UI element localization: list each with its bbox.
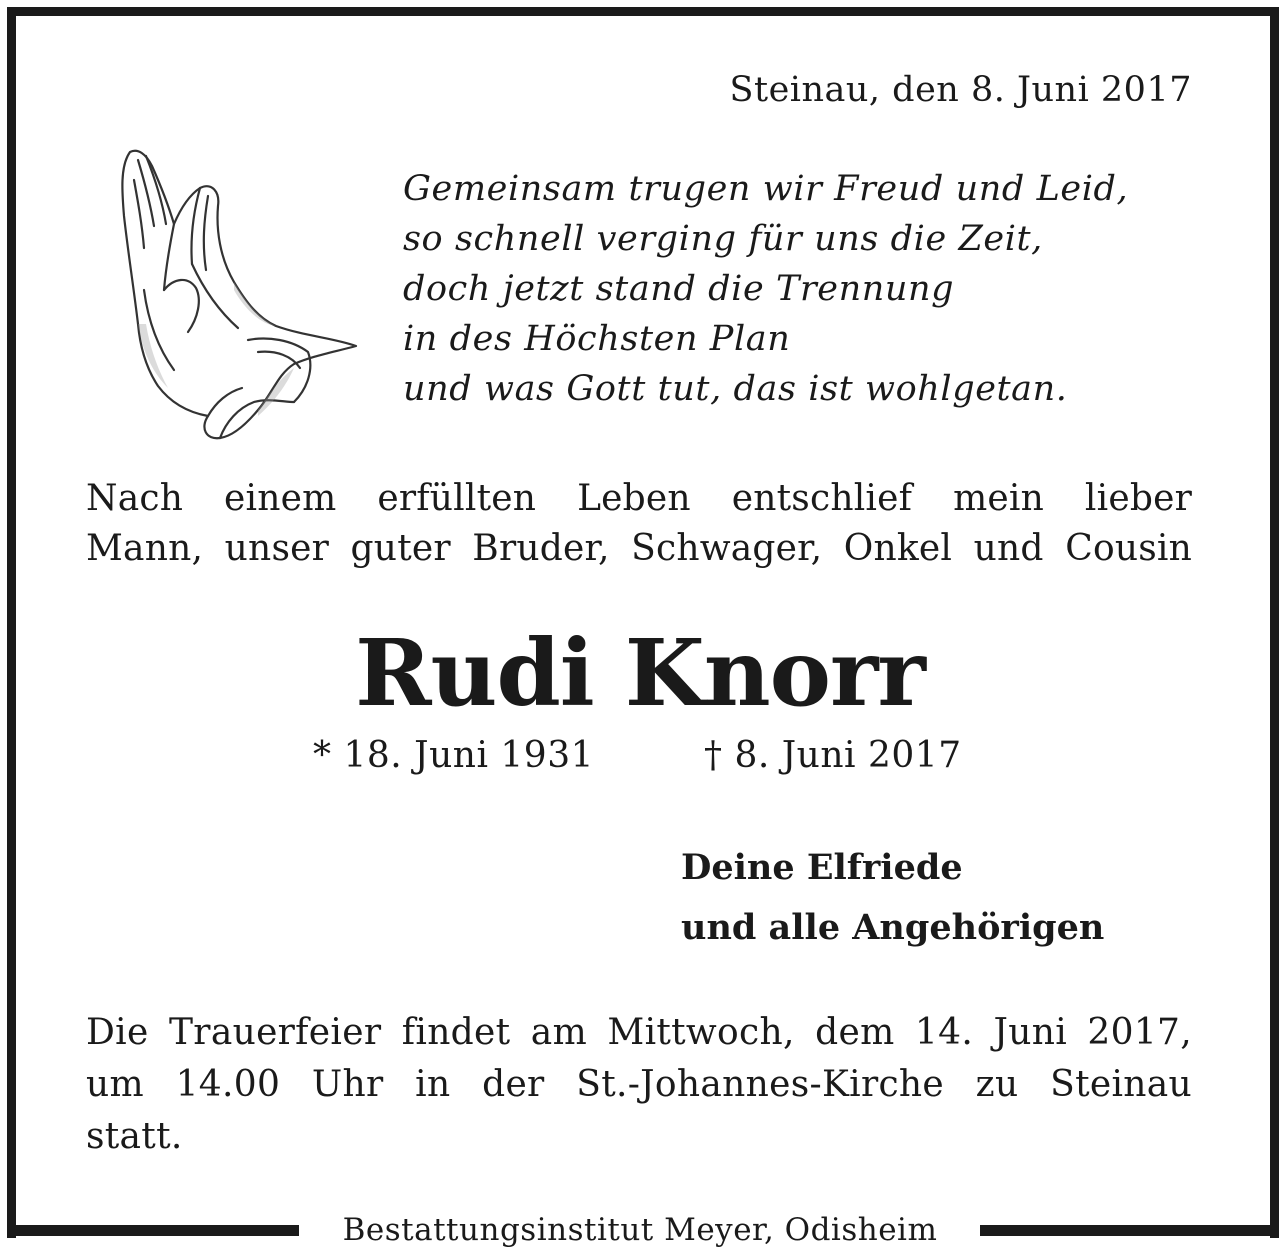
intro-line: Nach einem erfüllten Leben entschlief mein lieber [86, 478, 1192, 519]
poem-line: doch jetzt stand die Trennung [403, 269, 955, 309]
poem-line: so schnell verging für uns die Zeit, [403, 219, 1043, 259]
poem-line: und was Gott tut, das ist wohlgetan. [403, 369, 1068, 409]
intro-line: Mann, unser guter Bruder, Schwager, Onkel und Cousin [86, 528, 1192, 569]
deceased-name: Rudi Knorr [355, 619, 925, 727]
bottom-rule-left [7, 1225, 299, 1236]
bottom-rule-right [980, 1225, 1272, 1236]
poem-line: Gemeinsam trugen wir Freud und Leid, [403, 169, 1129, 209]
death-date: † 8. Juni 2017 [704, 735, 962, 776]
funeral-home: Bestattungsinstitut Meyer, Odisheim [342, 1212, 938, 1248]
mourners-line: Deine Elfriede [681, 847, 963, 888]
praying-hands-icon [108, 140, 368, 450]
birth-date: * 18. Juni 1931 [313, 735, 595, 776]
service-line: Die Trauerfeier findet am Mittwoch, dem 14. Juni 2017, [86, 1012, 1192, 1053]
service-line: um 14.00 Uhr in der St.-Johannes-Kirche zu Steinau [86, 1064, 1192, 1105]
mourners-line: und alle Angehörigen [681, 907, 1105, 948]
poem [403, 164, 1128, 414]
mourners [681, 838, 1104, 958]
service-line: statt. [86, 1116, 183, 1157]
place-date: Steinau, den 8. Juni 2017 [729, 70, 1192, 110]
poem-line: in des Höchsten Plan [403, 319, 791, 359]
